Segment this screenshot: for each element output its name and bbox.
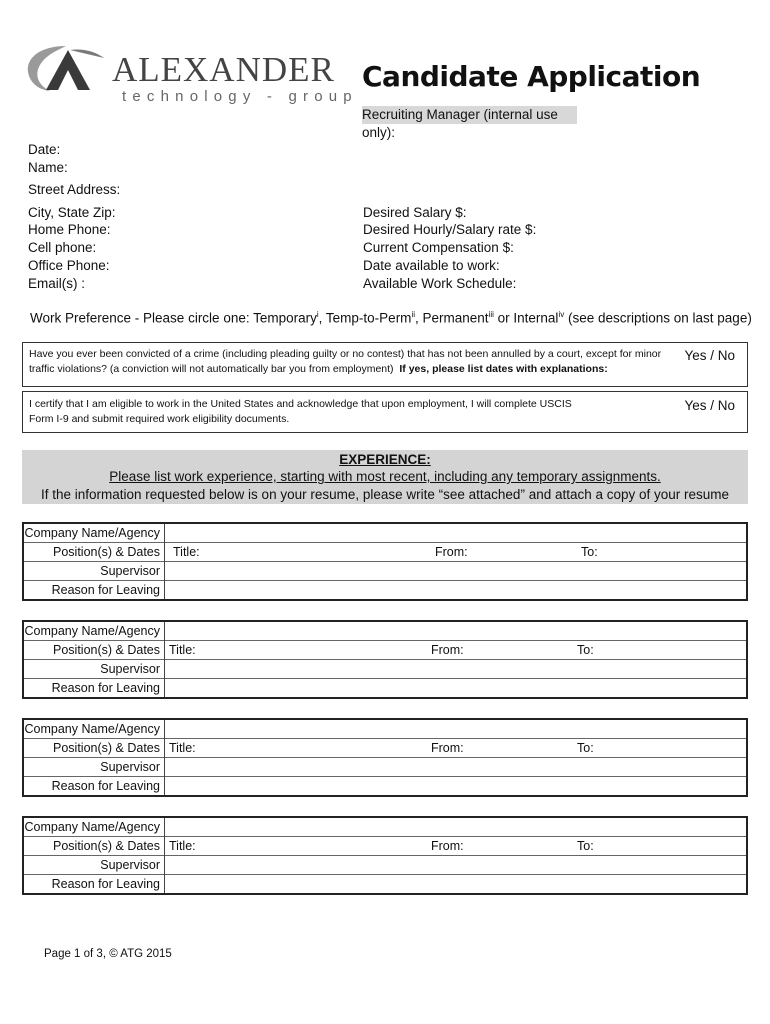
positions-label: Position(s) & Dates [23,641,165,660]
reason-input[interactable] [165,875,748,895]
supervisor-input[interactable] [165,660,748,679]
eligibility-question-box [22,391,748,433]
crime-question-box [22,342,748,387]
title-label: Title: [169,741,196,755]
reason-input[interactable] [165,679,748,699]
job-entry-4 [22,816,748,895]
page-footer: Page 1 of 3, © ATG 2015 [44,948,172,960]
work-preference [30,310,752,326]
option-permanent[interactable]: , Permanent [415,310,489,326]
from-label: From: [431,643,464,657]
experience-header [22,450,748,504]
reason-label: Reason for Leaving [23,581,165,601]
logo-wordmark: ALEXANDER [112,50,335,89]
logo-tagline: technology - group [122,88,358,105]
positions-label: Position(s) & Dates [23,739,165,758]
city-state-zip-field[interactable]: City, State Zip: [28,205,116,220]
footnote-ref: ii [411,310,415,319]
company-label: Company Name/Agency [23,719,165,739]
company-input[interactable] [165,621,748,641]
positions-label: Position(s) & Dates [23,837,165,856]
supervisor-input[interactable] [165,856,748,875]
title-label: Title: [169,643,196,657]
company-input[interactable] [165,523,748,543]
experience-resume-note: If the information requested below is on your resume, please write “see attached” and attach a copy of your resume [40,487,730,502]
office-phone-field[interactable]: Office Phone: [28,258,110,273]
supervisor-label: Supervisor [23,856,165,875]
page-title: Candidate Application [362,60,701,93]
from-label: From: [435,545,468,559]
experience-heading: EXPERIENCE: [339,452,431,467]
from-label: From: [431,741,464,755]
desired-salary-field[interactable]: Desired Salary $: [363,205,467,220]
eligibility-line2: Form I-9 and submit required work eligibility documents. [29,413,290,425]
job-entry-3 [22,718,748,797]
supervisor-label: Supervisor [23,562,165,581]
crime-question [29,347,669,377]
to-label: To: [581,545,598,559]
street-address-field[interactable]: Street Address: [28,182,121,197]
footnote-ref: iv [558,310,565,319]
job-entry-1 [22,522,748,601]
work-schedule-field[interactable]: Available Work Schedule: [363,276,517,291]
reason-input[interactable] [165,777,748,797]
crime-yes-no[interactable]: Yes / No [684,348,735,363]
work-preference-prefix: Work Preference - Please circle one: Temporary [30,310,317,326]
supervisor-input[interactable] [165,562,748,581]
positions-input[interactable] [165,641,748,660]
eligibility-question [29,397,669,427]
footnote-ref: iii [488,310,494,319]
to-label: To: [577,839,594,853]
eligibility-line1: I certify that I am eligible to work in the United States and acknowledge that upon employment, I will complete USCIS [29,398,572,410]
job-entry-2 [22,620,748,699]
logo-mark [26,44,108,94]
title-label: Title: [173,545,200,559]
company-label: Company Name/Agency [23,817,165,837]
company-input[interactable] [165,817,748,837]
work-preference-suffix: (see descriptions on last page) [564,310,752,326]
positions-input[interactable] [165,837,748,856]
company-label: Company Name/Agency [23,621,165,641]
crime-question-bold: If yes, please list dates with explanations: [399,363,608,375]
desired-hourly-field[interactable]: Desired Hourly/Salary rate $: [363,222,537,237]
recruiting-manager-field[interactable]: Recruiting Manager (internal use only): [362,106,577,124]
positions-input[interactable] [165,739,748,758]
experience-instruction: Please list work experience, starting with most recent, including any temporary assignments. [109,469,661,484]
name-field[interactable]: Name: [28,160,68,175]
supervisor-label: Supervisor [23,660,165,679]
reason-input[interactable] [165,581,748,601]
date-field[interactable]: Date: [28,142,61,157]
supervisor-input[interactable] [165,758,748,777]
eligibility-yes-no[interactable]: Yes / No [684,398,735,413]
to-label: To: [577,741,594,755]
home-phone-field[interactable]: Home Phone: [28,222,111,237]
cell-phone-field[interactable]: Cell phone: [28,240,97,255]
reason-label: Reason for Leaving [23,679,165,699]
from-label: From: [431,839,464,853]
company-label: Company Name/Agency [23,523,165,543]
current-compensation-field[interactable]: Current Compensation $: [363,240,514,255]
to-label: To: [577,643,594,657]
reason-label: Reason for Leaving [23,777,165,797]
date-available-field[interactable]: Date available to work: [363,258,500,273]
positions-input[interactable] [165,543,748,562]
footnote-ref: i [316,310,319,319]
title-label: Title: [169,839,196,853]
reason-label: Reason for Leaving [23,875,165,895]
positions-label: Position(s) & Dates [23,543,165,562]
crime-question-line1: Have you ever been convicted of a crime (including pleading guilty or no contest) that has not been annulled by a court, except for minor [29,348,662,360]
option-temp-to-perm[interactable]: , Temp-to-Perm [318,310,412,326]
emails-field[interactable]: Email(s) : [28,276,85,291]
supervisor-label: Supervisor [23,758,165,777]
crime-question-line2: traffic violations? (a conviction will not automatically bar you from employment) [29,363,394,375]
company-input[interactable] [165,719,748,739]
option-internal[interactable]: or Internal [493,310,559,326]
